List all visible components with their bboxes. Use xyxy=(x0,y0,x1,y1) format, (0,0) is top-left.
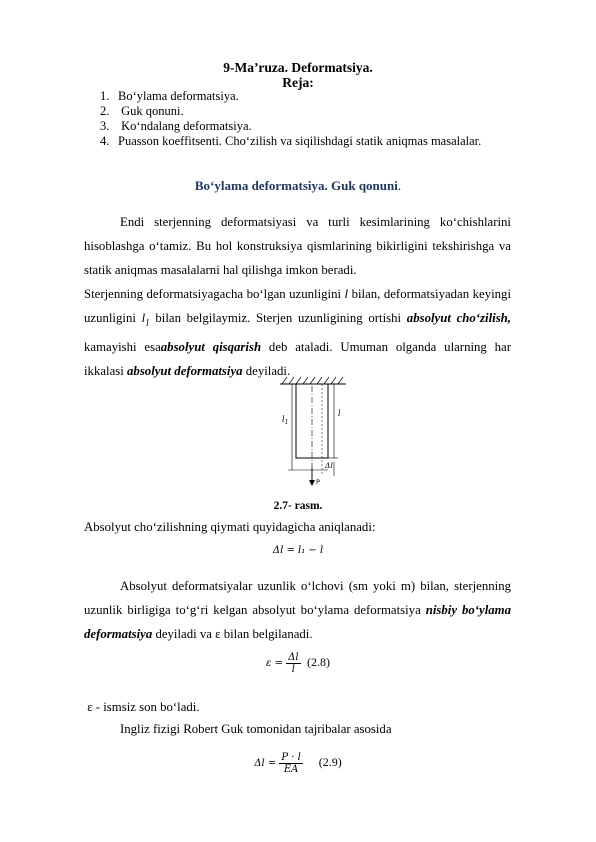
figure-caption: 2.7- rasm. xyxy=(273,500,323,512)
plan-item: 1. Bo‘ylama deformatsiya. xyxy=(100,89,239,103)
label-p: P xyxy=(316,478,320,486)
label-l1: $l_1$ xyxy=(282,415,289,426)
paragraph-epsilon-note: ε - ismsiz son bo‘ladi. xyxy=(84,700,200,714)
paragraph-definitions: Sterjenning deformatsiyagacha bo‘lgan uzunligini l bilan, deformatsiyadan keyingi uzunligini $l_1$ bilan belgilaymiz. Sterjen uzunligining ortishi absolyut cho‘zilish, kamayishi esaabsolyut qisqarish deb ataladi. Umuman olganda ularning har ikkalasi absolyut deformatsiya deyiladi. xyxy=(84,287,511,378)
equation-number: (2.9) xyxy=(318,755,342,769)
equation-number: (2.8) xyxy=(306,655,330,669)
paragraph-hooke: Ingliz fizigi Robert Guk tomonidan tajribalar asosida xyxy=(120,722,392,736)
section-heading: Bo‘ylama deformatsiya. Guk qonuni. xyxy=(194,178,402,193)
plan-item: 3. Ko‘ndalang deformatsiya. xyxy=(100,119,252,133)
label-l: l xyxy=(338,409,341,418)
paragraph-intro: Endi sterjenning deformatsiyasi va turli kesimlarining ko‘chishlarini hisoblashga o‘tamiz. Bu hol konstruksiya qismlarining bikirligini tekshirishga va statik aniqmas masalalarni hal qilishga imkon beradi. xyxy=(84,215,511,277)
label-delta-l: Δl xyxy=(325,461,333,470)
formula-delta-l: Δl = l₁ − l xyxy=(272,545,324,556)
formula-hooke: Δl = $\frac{P \cdot l}{EA}$ (2.9) xyxy=(254,752,342,775)
load-arrow-icon xyxy=(309,480,315,486)
plan-list xyxy=(100,89,481,149)
plan-item: 4. Puasson koeffitsenti. Cho‘zilish va siqilishdagi statik aniqmas masalalar. xyxy=(100,134,482,148)
rod-figure xyxy=(278,376,350,488)
paragraph-abs-elongation: Absolyut cho‘zilishning qiymati quyidagicha aniqlanadi: xyxy=(84,520,376,534)
formula-epsilon: ε = $\frac{\Delta l}{l}$ (2.8) xyxy=(266,652,330,675)
paragraph-relative-deformation: Absolyut deformatsiyalar uzunlik o‘lchovi (sm yoki m) bilan, sterjenning uzunlik birligiga to‘g‘ri kelgan absolyut bo‘ylama deformatsiya nisbiy bo‘ylama deformatsiya deyiladi va ε bilan belgilanadi. xyxy=(84,579,512,641)
plan-item: 2. Guk qonuni. xyxy=(100,104,184,118)
lecture-title: 9-Ma’ruza. Deformatsiya. xyxy=(223,60,373,75)
plan-label: Reja: xyxy=(282,75,314,90)
